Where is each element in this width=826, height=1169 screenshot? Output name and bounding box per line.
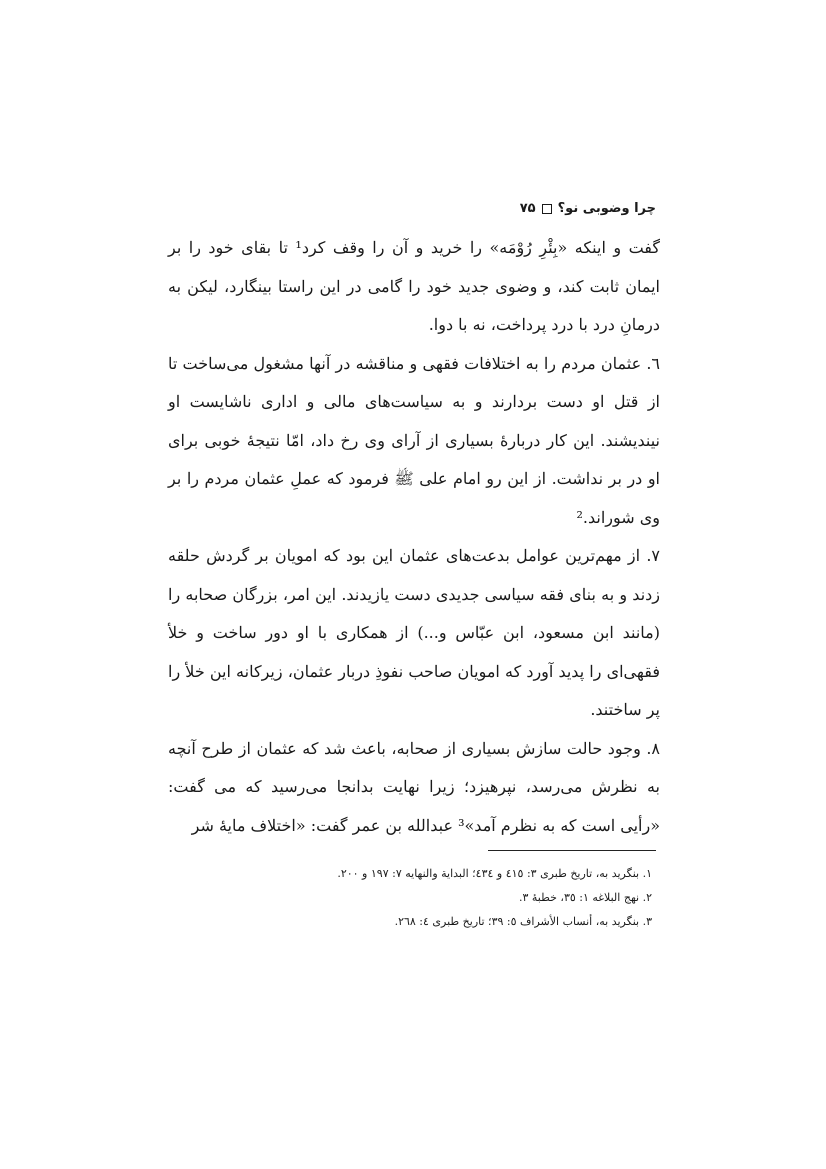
page-number: ۷۵ [519,200,536,216]
running-head [170,196,656,220]
running-head-title: چرا وضوبی نو؟ [557,200,656,216]
footnote-3: ٣. بنگرید به، أنساب الأشراف ٥: ٣٩؛ تاریخ طبری ٤: ٢٦٨. [394,915,652,928]
footnotes [168,862,652,934]
footnote-2: ٢. نهج البلاغه ١: ٣٥، خطبهٔ ٣. [518,891,652,904]
square-ornament-icon [542,204,552,214]
footnote-1: ١. بنگرید به، تاریخ طبری ٣: ٤١٥ و ٤٣٤؛ البدایة والنهایه ٧: ١٩٧ و ٢٠٠. [337,867,652,880]
paragraph-2: ٦. عثمان مردم را به اختلافات فقهی و مناقشه در آنها مشغول می‌ساخت تا از قتل او دست بردارند و به سیاست‌های مالی و اداری ناشایست او نیندیشند. این کار دربارهٔ بسیاری از آرای وی رخ داد، امّا نتیجهٔ خوبی برای او در بر نداشت. از این رو امام علی ﷺ فرمود که عملِ عثمان مردم را بر وی شوراند.² [168,353,660,527]
body-text [168,229,660,845]
footnote-separator [488,850,656,851]
paragraph-3: ٧. از مهم‌ترین عوامل بدعت‌های عثمان این بود که امویان بر گردش حلقه زدند و به بنای فقه سیاسی جدیدی دست یازیدند. این امر، بزرگان صحابه را (مانند ابن مسعود، ابن عبّاس و...) از همکاری با او دور ساخت و خلأ فقهی‌ای را پدید آورد که امویان صاحب نفوذِ دربار عثمان، زیرکانه این خلأ را پر ساختند. [168,546,661,719]
paragraph-1: گفت و اینکه «بِئْرِ رُوْمَه» را خرید و آن را وقف کرد¹ تا بقای خود را بر ایمان ثابت کند، و وضوی جدید خود را گامی در این راستا بینگارد، لیکن به درمانِ درد با درد پرداخت، نه با دوا. [168,238,661,334]
paragraph-4: ٨. وجود حالت سازش بسیاری از صحابه، باعث شد که عثمان از طرح آنچه به نظرش می‌رسد، نپرهیزد؛ زیرا نهایت بدانجا می‌رسید که می گفت: «رأیی است که به نظرم آمد»³ عبدالله بن عمر گفت: «اختلاف مایهٔ شر [168,738,660,835]
